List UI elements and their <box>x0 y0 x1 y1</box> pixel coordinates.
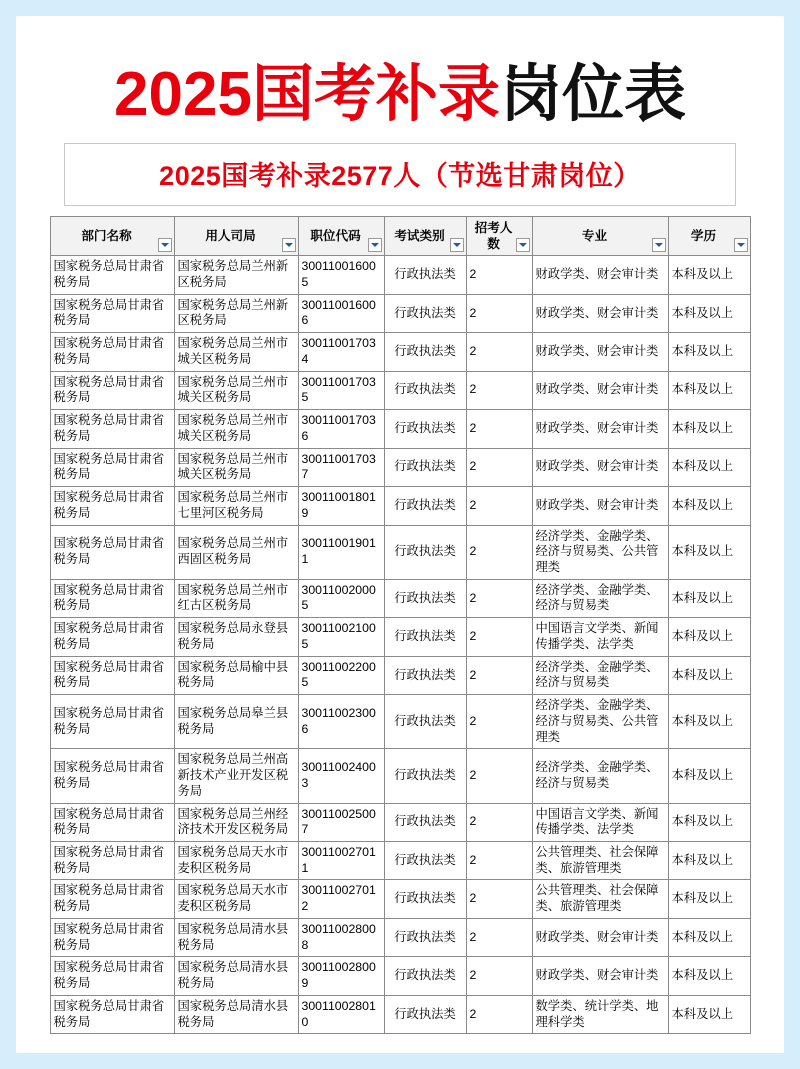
cell-major: 财政学类、财会审计类 <box>532 371 668 409</box>
column-header-major-label: 专业 <box>581 229 608 244</box>
cell-bureau: 国家税务总局兰州市城关区税务局 <box>174 448 298 486</box>
table-row <box>50 579 750 617</box>
cell-education: 本科及以上 <box>668 525 750 579</box>
table-row <box>50 656 750 694</box>
cell-count: 2 <box>466 294 532 332</box>
cell-education: 本科及以上 <box>668 579 750 617</box>
table-row <box>50 618 750 656</box>
cell-code: 300110016006 <box>298 294 384 332</box>
cell-count: 2 <box>466 579 532 617</box>
cell-dept: 国家税务总局甘肃省税务局 <box>50 525 174 579</box>
filter-dropdown-icon[interactable] <box>734 238 748 252</box>
cell-major: 公共管理类、社会保障类、旅游管理类 <box>532 880 668 918</box>
cell-education: 本科及以上 <box>668 371 750 409</box>
column-header-education[interactable] <box>668 217 750 256</box>
cell-code: 300110027012 <box>298 880 384 918</box>
cell-code: 300110017035 <box>298 371 384 409</box>
jobs-table <box>50 216 751 1034</box>
cell-category: 行政执法类 <box>384 294 466 332</box>
cell-education: 本科及以上 <box>668 749 750 803</box>
cell-education: 本科及以上 <box>668 695 750 749</box>
cell-major: 财政学类、财会审计类 <box>532 294 668 332</box>
cell-bureau: 国家税务总局清水县税务局 <box>174 957 298 995</box>
cell-education: 本科及以上 <box>668 256 750 294</box>
cell-bureau: 国家税务总局永登县税务局 <box>174 618 298 656</box>
cell-count: 2 <box>466 995 532 1033</box>
cell-education: 本科及以上 <box>668 448 750 486</box>
cell-category: 行政执法类 <box>384 841 466 879</box>
cell-major: 经济学类、金融学类、经济与贸易类 <box>532 749 668 803</box>
cell-category: 行政执法类 <box>384 487 466 525</box>
cell-bureau: 国家税务总局兰州市城关区税务局 <box>174 371 298 409</box>
cell-bureau: 国家税务总局兰州市红古区税务局 <box>174 579 298 617</box>
table-row <box>50 841 750 879</box>
cell-bureau: 国家税务总局天水市麦积区税务局 <box>174 880 298 918</box>
table-row <box>50 803 750 841</box>
cell-bureau: 国家税务总局榆中县税务局 <box>174 656 298 694</box>
cell-count: 2 <box>466 618 532 656</box>
cell-category: 行政执法类 <box>384 371 466 409</box>
cell-education: 本科及以上 <box>668 841 750 879</box>
cell-category: 行政执法类 <box>384 333 466 371</box>
cell-count: 2 <box>466 371 532 409</box>
column-header-count-label: 招考人数 <box>474 221 513 252</box>
cell-code: 300110017036 <box>298 410 384 448</box>
column-header-major[interactable] <box>532 217 668 256</box>
subtitle-text: 2025国考补录2577人（节选甘肃岗位） <box>159 161 641 191</box>
filter-dropdown-icon[interactable] <box>450 238 464 252</box>
cell-dept: 国家税务总局甘肃省税务局 <box>50 618 174 656</box>
cell-code: 300110021005 <box>298 618 384 656</box>
table-row <box>50 957 750 995</box>
document-sheet <box>16 16 784 1053</box>
table-row <box>50 333 750 371</box>
cell-category: 行政执法类 <box>384 618 466 656</box>
cell-major: 经济学类、金融学类、经济与贸易类 <box>532 656 668 694</box>
cell-education: 本科及以上 <box>668 880 750 918</box>
cell-code: 300110018019 <box>298 487 384 525</box>
cell-dept: 国家税务总局甘肃省税务局 <box>50 803 174 841</box>
table-row <box>50 371 750 409</box>
filter-dropdown-icon[interactable] <box>282 238 296 252</box>
page-title <box>30 44 770 133</box>
page-title-black: 岗位表 <box>499 60 686 129</box>
cell-category: 行政执法类 <box>384 579 466 617</box>
cell-education: 本科及以上 <box>668 995 750 1033</box>
cell-education: 本科及以上 <box>668 918 750 956</box>
filter-dropdown-icon[interactable] <box>158 238 172 252</box>
cell-count: 2 <box>466 525 532 579</box>
cell-dept: 国家税务总局甘肃省税务局 <box>50 695 174 749</box>
table-row <box>50 487 750 525</box>
cell-category: 行政执法类 <box>384 448 466 486</box>
table-row <box>50 880 750 918</box>
cell-major: 财政学类、财会审计类 <box>532 333 668 371</box>
cell-bureau: 国家税务总局兰州新区税务局 <box>174 294 298 332</box>
cell-bureau: 国家税务总局兰州市城关区税务局 <box>174 410 298 448</box>
cell-dept: 国家税务总局甘肃省税务局 <box>50 957 174 995</box>
cell-major: 中国语言文学类、新闻传播学类、法学类 <box>532 618 668 656</box>
cell-major: 财政学类、财会审计类 <box>532 918 668 956</box>
cell-bureau: 国家税务总局兰州市七里河区税务局 <box>174 487 298 525</box>
cell-category: 行政执法类 <box>384 918 466 956</box>
cell-code: 300110028008 <box>298 918 384 956</box>
cell-bureau: 国家税务总局兰州经济技术开发区税务局 <box>174 803 298 841</box>
subtitle-box <box>64 143 736 206</box>
cell-bureau: 国家税务总局清水县税务局 <box>174 918 298 956</box>
cell-education: 本科及以上 <box>668 803 750 841</box>
cell-bureau: 国家税务总局天水市麦积区税务局 <box>174 841 298 879</box>
cell-dept: 国家税务总局甘肃省税务局 <box>50 841 174 879</box>
cell-dept: 国家税务总局甘肃省税务局 <box>50 294 174 332</box>
cell-code: 300110017034 <box>298 333 384 371</box>
cell-category: 行政执法类 <box>384 695 466 749</box>
cell-code: 300110023006 <box>298 695 384 749</box>
cell-code: 300110019011 <box>298 525 384 579</box>
cell-bureau: 国家税务总局兰州市西固区税务局 <box>174 525 298 579</box>
page-title-red: 2025国考补录 <box>114 60 500 129</box>
cell-education: 本科及以上 <box>668 618 750 656</box>
table-header-row <box>50 217 750 256</box>
cell-count: 2 <box>466 448 532 486</box>
cell-bureau: 国家税务总局兰州高新技术产业开发区税务局 <box>174 749 298 803</box>
column-header-education-label: 学历 <box>690 229 717 244</box>
cell-dept: 国家税务总局甘肃省税务局 <box>50 333 174 371</box>
cell-dept: 国家税务总局甘肃省税务局 <box>50 448 174 486</box>
cell-education: 本科及以上 <box>668 957 750 995</box>
column-header-code-label: 职位代码 <box>310 229 361 244</box>
filter-dropdown-icon[interactable] <box>652 238 666 252</box>
cell-major: 财政学类、财会审计类 <box>532 448 668 486</box>
cell-dept: 国家税务总局甘肃省税务局 <box>50 256 174 294</box>
cell-major: 公共管理类、社会保障类、旅游管理类 <box>532 841 668 879</box>
cell-category: 行政执法类 <box>384 803 466 841</box>
column-header-code[interactable] <box>298 217 384 256</box>
table-row <box>50 294 750 332</box>
cell-major: 财政学类、财会审计类 <box>532 957 668 995</box>
cell-count: 2 <box>466 803 532 841</box>
column-header-count[interactable] <box>466 217 532 256</box>
cell-count: 2 <box>466 841 532 879</box>
cell-count: 2 <box>466 918 532 956</box>
cell-education: 本科及以上 <box>668 656 750 694</box>
table-row <box>50 448 750 486</box>
cell-code: 300110027011 <box>298 841 384 879</box>
cell-major: 中国语言文学类、新闻传播学类、法学类 <box>532 803 668 841</box>
cell-education: 本科及以上 <box>668 294 750 332</box>
cell-count: 2 <box>466 656 532 694</box>
cell-count: 2 <box>466 333 532 371</box>
cell-dept: 国家税务总局甘肃省税务局 <box>50 656 174 694</box>
table-body <box>50 256 750 1034</box>
table-row <box>50 918 750 956</box>
cell-code: 300110024003 <box>298 749 384 803</box>
cell-dept: 国家税务总局甘肃省税务局 <box>50 371 174 409</box>
table-row <box>50 995 750 1033</box>
cell-code: 300110020005 <box>298 579 384 617</box>
cell-dept: 国家税务总局甘肃省税务局 <box>50 487 174 525</box>
cell-code: 300110016005 <box>298 256 384 294</box>
cell-major: 经济学类、金融学类、经济与贸易类 <box>532 579 668 617</box>
cell-count: 2 <box>466 410 532 448</box>
cell-code: 300110028010 <box>298 995 384 1033</box>
cell-category: 行政执法类 <box>384 957 466 995</box>
cell-dept: 国家税务总局甘肃省税务局 <box>50 749 174 803</box>
cell-dept: 国家税务总局甘肃省税务局 <box>50 995 174 1033</box>
table-row <box>50 525 750 579</box>
cell-dept: 国家税务总局甘肃省税务局 <box>50 410 174 448</box>
table-row <box>50 749 750 803</box>
filter-dropdown-icon[interactable] <box>368 238 382 252</box>
cell-code: 300110022005 <box>298 656 384 694</box>
cell-bureau: 国家税务总局兰州新区税务局 <box>174 256 298 294</box>
cell-count: 2 <box>466 695 532 749</box>
cell-category: 行政执法类 <box>384 410 466 448</box>
cell-category: 行政执法类 <box>384 256 466 294</box>
cell-dept: 国家税务总局甘肃省税务局 <box>50 880 174 918</box>
column-header-category-label: 考试类别 <box>394 229 445 244</box>
cell-education: 本科及以上 <box>668 487 750 525</box>
table-row <box>50 410 750 448</box>
column-header-category[interactable] <box>384 217 466 256</box>
cell-bureau: 国家税务总局清水县税务局 <box>174 995 298 1033</box>
cell-count: 2 <box>466 880 532 918</box>
cell-code: 300110025007 <box>298 803 384 841</box>
cell-code: 300110017037 <box>298 448 384 486</box>
cell-major: 财政学类、财会审计类 <box>532 410 668 448</box>
cell-count: 2 <box>466 487 532 525</box>
cell-major: 经济学类、金融学类、经济与贸易类、公共管理类 <box>532 695 668 749</box>
cell-major: 经济学类、金融学类、经济与贸易类、公共管理类 <box>532 525 668 579</box>
cell-code: 300110028009 <box>298 957 384 995</box>
column-header-bureau-label: 用人司局 <box>205 229 256 244</box>
column-header-bureau[interactable] <box>174 217 298 256</box>
table-row <box>50 256 750 294</box>
cell-major: 财政学类、财会审计类 <box>532 256 668 294</box>
column-header-dept-label: 部门名称 <box>81 229 132 244</box>
column-header-dept[interactable] <box>50 217 174 256</box>
cell-category: 行政执法类 <box>384 995 466 1033</box>
cell-bureau: 国家税务总局皋兰县税务局 <box>174 695 298 749</box>
table-row <box>50 695 750 749</box>
cell-count: 2 <box>466 256 532 294</box>
cell-category: 行政执法类 <box>384 525 466 579</box>
cell-dept: 国家税务总局甘肃省税务局 <box>50 579 174 617</box>
cell-education: 本科及以上 <box>668 333 750 371</box>
cell-count: 2 <box>466 957 532 995</box>
filter-dropdown-icon[interactable] <box>516 238 530 252</box>
cell-category: 行政执法类 <box>384 749 466 803</box>
cell-dept: 国家税务总局甘肃省税务局 <box>50 918 174 956</box>
cell-education: 本科及以上 <box>668 410 750 448</box>
cell-major: 财政学类、财会审计类 <box>532 487 668 525</box>
cell-bureau: 国家税务总局兰州市城关区税务局 <box>174 333 298 371</box>
cell-major: 数学类、统计学类、地理科学类 <box>532 995 668 1033</box>
cell-count: 2 <box>466 749 532 803</box>
cell-category: 行政执法类 <box>384 880 466 918</box>
cell-category: 行政执法类 <box>384 656 466 694</box>
